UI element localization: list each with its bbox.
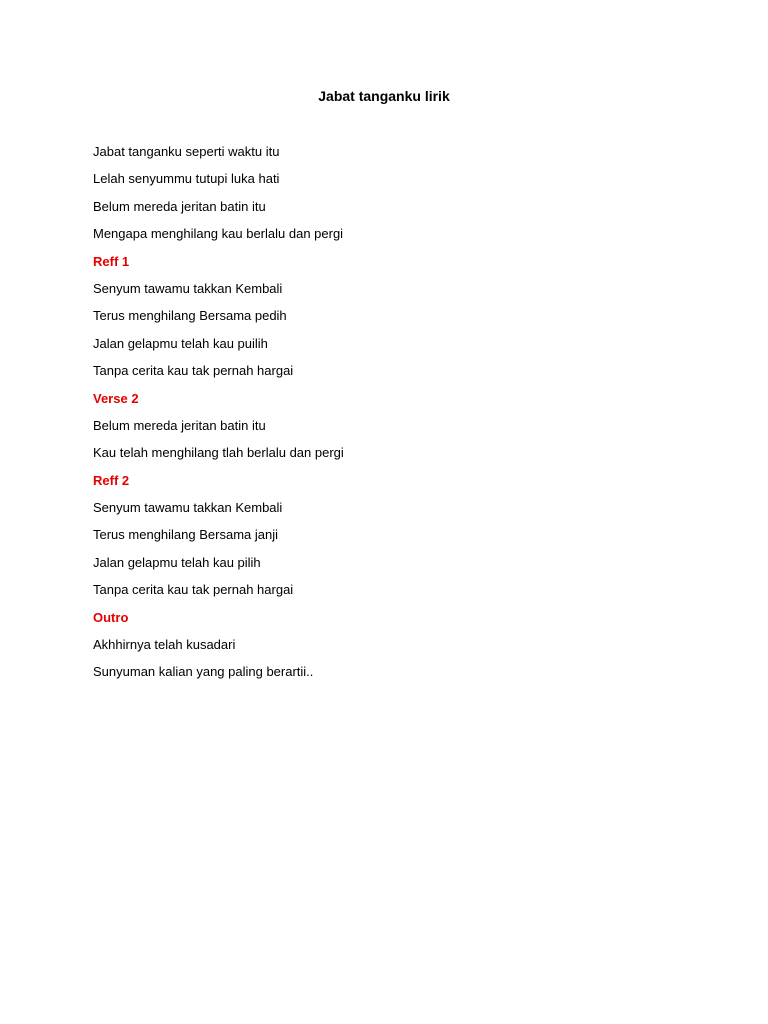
lyric-line: Jalan gelapmu telah kau pilih <box>93 554 261 570</box>
document-title: Jabat tanganku lirik <box>318 88 450 104</box>
lyric-line: Senyum tawamu takkan Kembali <box>93 280 283 296</box>
section-heading: Reff 2 <box>93 472 130 488</box>
section-heading: Verse 2 <box>93 390 139 406</box>
section-heading: Reff 1 <box>93 253 130 269</box>
lyrics-body <box>93 143 693 691</box>
lyric-line: Mengapa menghilang kau berlalu dan pergi <box>93 226 344 242</box>
lyric-line: Kau telah menghilang tlah berlalu dan pergi <box>93 445 344 461</box>
lyric-line: Senyum tawamu takkan Kembali <box>93 500 283 516</box>
lyric-line: Sunyuman kalian yang paling berartii.. <box>93 664 314 680</box>
lyric-line: Terus menghilang Bersama pedih <box>93 308 287 324</box>
lyric-line: Lelah senyummu tutupi luka hati <box>93 171 280 187</box>
lyric-line: Belum mereda jeritan batin itu <box>93 417 266 433</box>
lyric-line: Akhhirnya telah kusadari <box>93 637 236 653</box>
section-heading: Outro <box>93 609 129 625</box>
lyric-line: Tanpa cerita kau tak pernah hargai <box>93 363 294 379</box>
lyric-line: Jabat tanganku seperti waktu itu <box>93 144 280 159</box>
lyric-line: Belum mereda jeritan batin itu <box>93 198 266 214</box>
lyric-line: Terus menghilang Bersama janji <box>93 527 278 543</box>
lyric-line: Tanpa cerita kau tak pernah hargai <box>93 582 294 598</box>
lyric-line: Jalan gelapmu telah kau puilih <box>93 335 268 351</box>
